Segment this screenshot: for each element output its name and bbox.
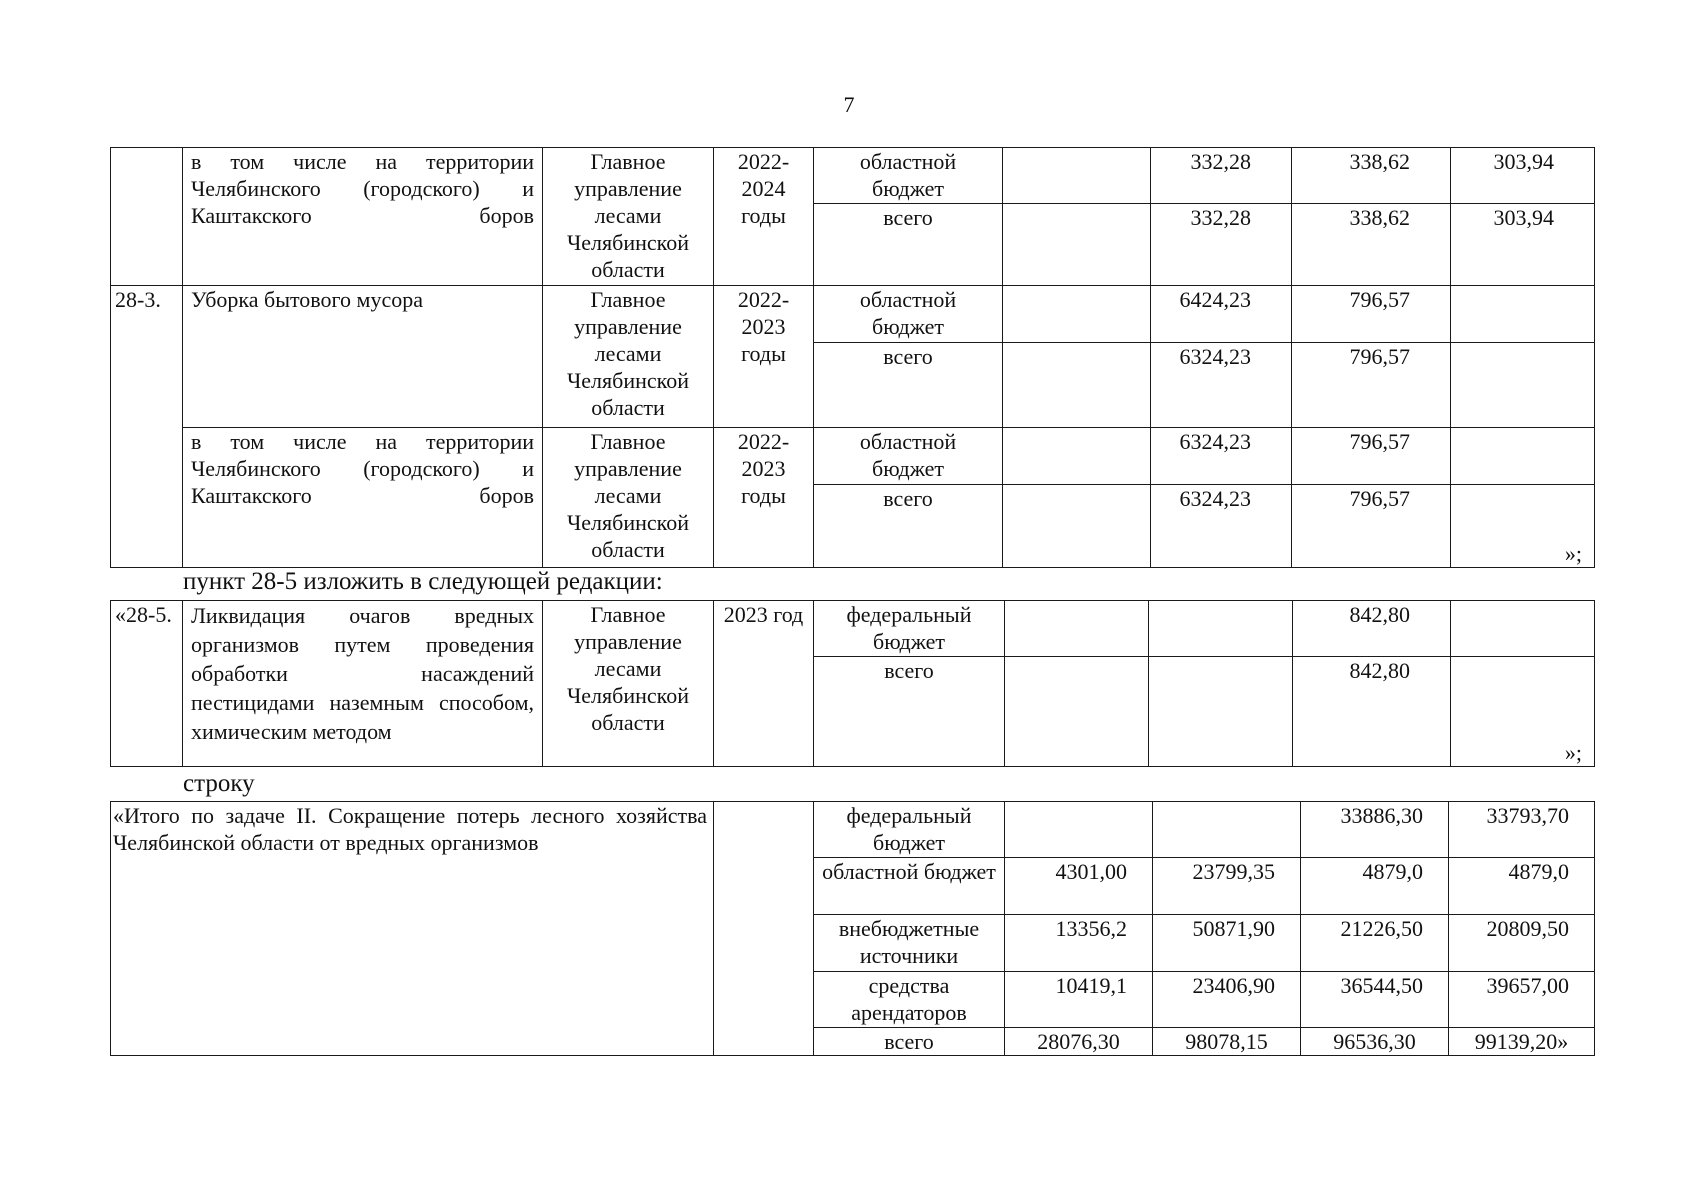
value-cell: 36544,50 [1301, 972, 1449, 1028]
table-row [111, 601, 1595, 657]
funding-source: федеральный бюджет [814, 802, 1005, 858]
value-cell: 6324,23 [1151, 343, 1292, 428]
funding-source: внебюджетные источники [814, 915, 1005, 972]
funding-source: областной бюджет [814, 148, 1003, 204]
value-cell [1153, 802, 1301, 858]
funding-source: всего [814, 1028, 1005, 1056]
funding-source: всего [814, 343, 1003, 428]
value-cell: 796,57 [1292, 428, 1451, 485]
row-number [111, 148, 183, 286]
value-cell: 23406,90 [1153, 972, 1301, 1028]
value-cell: 6324,23 [1151, 428, 1292, 485]
period: 2022-2024 годы [714, 148, 814, 286]
value-cell: 4879,0 [1301, 858, 1449, 915]
value-cell [1451, 657, 1595, 767]
value-cell: 332,28 [1151, 204, 1292, 286]
value-cell [1003, 286, 1151, 343]
measure-name: Ликвидация очагов вредных организмов путем проведения обработки насаждений пестицидами наземным способом, химическим методом [183, 601, 543, 767]
funding-source: областной бюджет [814, 428, 1003, 485]
value-cell: 303,94 [1451, 204, 1595, 286]
value-cell [1003, 428, 1151, 485]
value-cell [1451, 428, 1595, 485]
value-cell: 842,80 [1293, 657, 1451, 767]
value-cell: 796,57 [1292, 343, 1451, 428]
value-cell [1451, 601, 1595, 657]
value-cell: 33886,30 [1301, 802, 1449, 858]
measure-name: Уборка бытового мусора [183, 286, 543, 428]
value-cell: 338,62 [1292, 148, 1451, 204]
value-cell: 4879,0 [1449, 858, 1595, 915]
measure-name: в том числе на территории Челябинского (городского) и Каштакского боров [183, 428, 543, 568]
table-measures-28-2-28-3 [110, 147, 1595, 568]
value-cell: 6324,23 [1151, 485, 1292, 568]
empty-period-cell [714, 802, 814, 1056]
value-cell [1149, 601, 1293, 657]
table-row [111, 428, 1595, 485]
value-cell: 23799,35 [1153, 858, 1301, 915]
value-cell [1003, 343, 1151, 428]
value-cell: 98078,15 [1153, 1028, 1301, 1056]
row-number: «28-5. [111, 601, 183, 767]
value-cell [1005, 802, 1153, 858]
amendment-caption-28-5: пункт 28-5 изложить в следующей редакции: [183, 568, 663, 595]
table-row [111, 148, 1595, 204]
value-cell: 338,62 [1292, 204, 1451, 286]
value-cell: 33793,70 [1449, 802, 1595, 858]
value-cell: 99139,20» [1449, 1028, 1595, 1056]
value-cell [1003, 148, 1151, 204]
funding-source: областной бюджет [814, 286, 1003, 343]
value-cell [1451, 343, 1595, 428]
value-cell [1003, 485, 1151, 568]
page-number: 7 [843, 92, 855, 117]
funding-source: всего [814, 485, 1003, 568]
value-cell: 28076,30 [1005, 1028, 1153, 1056]
value-cell [1003, 204, 1151, 286]
executor: Главное управление лесами Челябинской области [543, 428, 714, 568]
table-row [111, 802, 1595, 858]
value-cell: 10419,1 [1005, 972, 1153, 1028]
period: 2022-2023 годы [714, 428, 814, 568]
funding-source: всего [814, 657, 1005, 767]
table-row [111, 286, 1595, 343]
value-cell [1149, 657, 1293, 767]
table-total-task-2 [110, 801, 1595, 1056]
value-cell: 13356,2 [1005, 915, 1153, 972]
executor: Главное управление лесами Челябинской области [543, 148, 714, 286]
funding-source: всего [814, 204, 1003, 286]
value-cell: 796,57 [1292, 286, 1451, 343]
value-cell: 21226,50 [1301, 915, 1449, 972]
table-measure-28-5 [110, 600, 1595, 767]
closing-quote-mark: »; [1564, 740, 1582, 765]
closing-quote-mark: »; [1564, 541, 1582, 566]
executor: Главное управление лесами Челябинской области [543, 601, 714, 767]
value-cell: 842,80 [1293, 601, 1451, 657]
value-cell [1005, 601, 1149, 657]
period: 2022-2023 годы [714, 286, 814, 428]
value-cell: 796,57 [1292, 485, 1451, 568]
period: 2023 год [714, 601, 814, 767]
value-cell: 4301,00 [1005, 858, 1153, 915]
value-cell: 39657,00 [1449, 972, 1595, 1028]
value-cell: 20809,50 [1449, 915, 1595, 972]
value-cell: 96536,30 [1301, 1028, 1449, 1056]
value-cell [1451, 485, 1595, 568]
measure-name: в том числе на территории Челябинского (городского) и Каштакского боров [183, 148, 543, 286]
executor: Главное управление лесами Челябинской области [543, 286, 714, 428]
value-cell: 50871,90 [1153, 915, 1301, 972]
funding-source: средства арендаторов [814, 972, 1005, 1028]
value-cell: 6424,23 [1151, 286, 1292, 343]
funding-source: областной бюджет [814, 858, 1005, 915]
value-cell [1451, 286, 1595, 343]
value-cell [1005, 657, 1149, 767]
row-number: 28-3. [111, 286, 183, 568]
funding-source: федеральный бюджет [814, 601, 1005, 657]
value-cell: 303,94 [1451, 148, 1595, 204]
total-name: «Итого по задаче II. Сокращение потерь лесного хозяйства Челябинской области от вредных организмов [111, 802, 714, 1056]
amendment-caption-row: строку [183, 770, 255, 797]
value-cell: 332,28 [1151, 148, 1292, 204]
